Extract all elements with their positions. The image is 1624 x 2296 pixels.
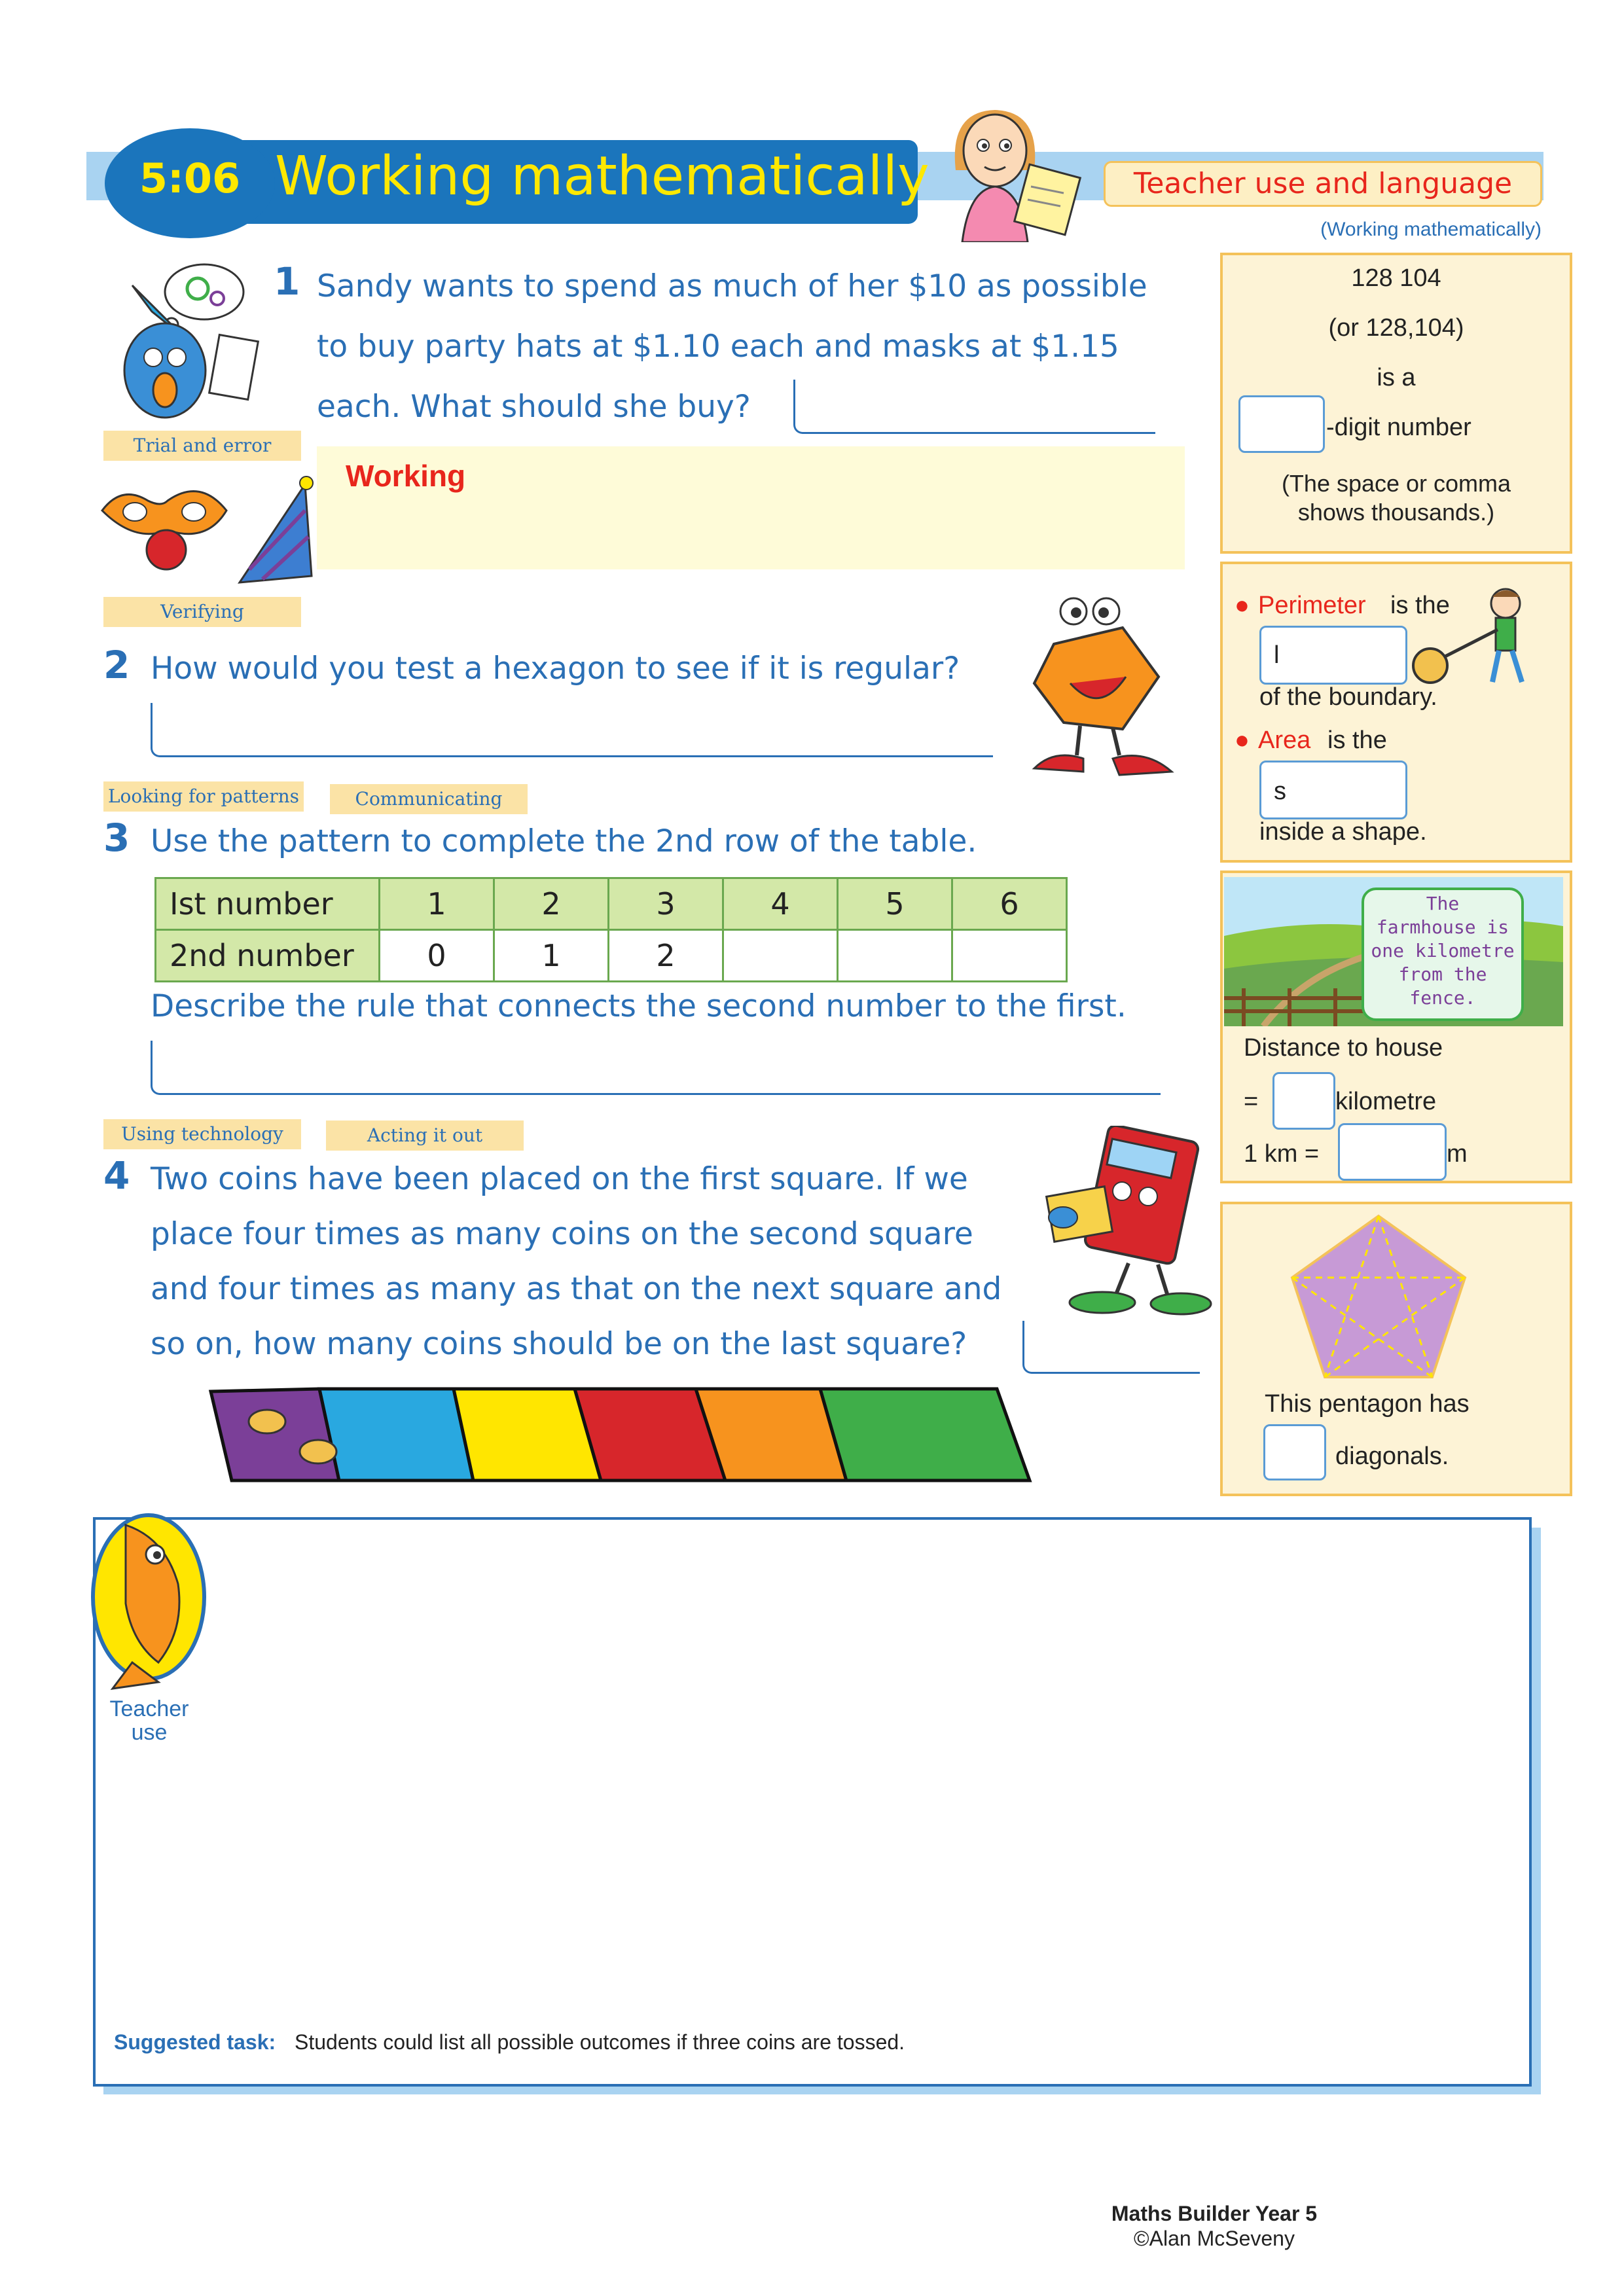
q1-line-1: Sandy wants to spend as much of her $10 as possible bbox=[317, 268, 1147, 304]
q3-number: 3 bbox=[103, 816, 130, 860]
q4-number: 4 bbox=[103, 1153, 130, 1198]
q4-line-3: and four times as many as that on the next square and bbox=[151, 1271, 1002, 1307]
side1-number: 128 104 bbox=[1351, 264, 1441, 292]
q2-number: 2 bbox=[103, 643, 130, 687]
q3-text: Use the pattern to complete the 2nd row of the table. bbox=[151, 823, 977, 859]
side1-digit-answer-box[interactable] bbox=[1238, 395, 1325, 453]
table-cell: 2 bbox=[494, 878, 609, 930]
metres-answer-box[interactable] bbox=[1338, 1123, 1447, 1181]
tag-looking-for-patterns: Looking for patterns bbox=[103, 781, 304, 812]
perimeter-answer-box[interactable] bbox=[1259, 626, 1407, 685]
tag-acting-it-out: Acting it out bbox=[326, 1121, 524, 1151]
q1-line-2: to buy party hats at $1.10 each and masks at $1.15 bbox=[317, 329, 1119, 365]
perimeter-word: Perimeter bbox=[1258, 592, 1366, 619]
area-is-the: is the bbox=[1327, 726, 1387, 754]
page-title: Working mathematically bbox=[275, 145, 929, 207]
km-equals-label: 1 km = bbox=[1244, 1140, 1320, 1168]
teacher-use-label-2: use bbox=[131, 1720, 168, 1745]
table-cell: 4 bbox=[723, 878, 838, 930]
q1-line-3: each. What should she buy? bbox=[317, 389, 751, 425]
girl-with-notepad-illustration bbox=[929, 98, 1087, 242]
kilometre-label: kilometre bbox=[1335, 1088, 1437, 1115]
pentagon-text-2: diagonals. bbox=[1335, 1443, 1449, 1470]
calculator-character-illustration bbox=[1037, 1126, 1214, 1316]
footer-author: ©Alan McSeveny bbox=[1134, 2227, 1295, 2250]
coin-squares-strip bbox=[208, 1382, 1033, 1487]
teacher-use-badge: Teacher use and language bbox=[1104, 161, 1542, 207]
mask-and-party-hat-illustration bbox=[96, 471, 318, 596]
side1-alt: (or 128,104) bbox=[1328, 314, 1464, 342]
area-bullet: ● bbox=[1235, 726, 1250, 754]
bubble-line-5: fence. bbox=[1409, 987, 1476, 1009]
teacher-use-area[interactable] bbox=[93, 1517, 1532, 2087]
table-cell: 5 bbox=[838, 878, 952, 930]
footer-book-title: Maths Builder Year 5 bbox=[1111, 2202, 1318, 2225]
table-row bbox=[156, 878, 1067, 930]
bubble-line-3: one kilometre bbox=[1371, 940, 1515, 961]
q4-line-2: place four times as many coins on the second square bbox=[151, 1216, 973, 1252]
tag-verifying: Verifying bbox=[103, 597, 301, 627]
table-answer-cell[interactable] bbox=[952, 930, 1067, 982]
header-code: 5:06 bbox=[139, 154, 241, 202]
table-row bbox=[156, 930, 1067, 982]
side1-note-2: shows thousands.) bbox=[1297, 499, 1495, 526]
tag-communicating: Communicating bbox=[330, 784, 528, 814]
q4-answer-field[interactable] bbox=[1022, 1321, 1200, 1374]
pentagon-diagram bbox=[1287, 1212, 1470, 1382]
perimeter-is-the: is the bbox=[1390, 592, 1450, 619]
bubble-line-4: from the bbox=[1398, 963, 1487, 985]
distance-equals: = bbox=[1244, 1088, 1259, 1115]
table-cell: 2 bbox=[609, 930, 723, 982]
distance-answer-box[interactable] bbox=[1272, 1072, 1335, 1130]
thinking-character-illustration bbox=[93, 259, 270, 429]
coin-icon bbox=[249, 1410, 285, 1433]
header-subtitle: (Working mathematically) bbox=[1320, 219, 1542, 240]
q3-describe-text: Describe the rule that connects the second number to the first. bbox=[151, 988, 1127, 1024]
strip-square-2 bbox=[319, 1389, 473, 1480]
table-header-cell: 2nd number bbox=[156, 930, 380, 982]
table-cell: 6 bbox=[952, 878, 1067, 930]
area-box-hint: s bbox=[1274, 778, 1286, 805]
bubble-line-1: The bbox=[1426, 893, 1460, 914]
perimeter-boundary-text: of the boundary. bbox=[1259, 683, 1437, 711]
q2-text: How would you test a hexagon to see if it is regular? bbox=[151, 651, 960, 687]
table-header-cell: Ist number bbox=[156, 878, 380, 930]
table-cell: 1 bbox=[494, 930, 609, 982]
q2-answer-field[interactable] bbox=[151, 703, 993, 757]
side1-digit-label: -digit number bbox=[1326, 414, 1471, 441]
tag-trial-and-error: Trial and error bbox=[103, 431, 301, 461]
perimeter-box-hint: l bbox=[1274, 641, 1280, 669]
area-inside-text: inside a shape. bbox=[1259, 818, 1427, 846]
q4-line-1: Two coins have been placed on the first square. If we bbox=[151, 1161, 968, 1197]
pattern-table bbox=[154, 877, 1068, 982]
table-answer-cell[interactable] bbox=[723, 930, 838, 982]
q1-number: 1 bbox=[274, 259, 300, 304]
teacher-use-label-1: Teacher bbox=[109, 1696, 189, 1721]
q3-answer-field[interactable] bbox=[151, 1041, 1161, 1095]
diagonals-answer-box[interactable] bbox=[1263, 1424, 1326, 1480]
table-cell: 1 bbox=[380, 878, 494, 930]
strip-square-1 bbox=[211, 1389, 339, 1480]
q1-working-label: Working bbox=[346, 459, 466, 493]
q4-line-4: so on, how many coins should be on the last square? bbox=[151, 1326, 967, 1362]
hexagon-character-illustration bbox=[1008, 592, 1204, 788]
pentagon-text-1: This pentagon has bbox=[1265, 1390, 1470, 1418]
distance-label: Distance to house bbox=[1244, 1034, 1443, 1062]
side1-note-1: (The space or comma bbox=[1281, 470, 1511, 497]
bubble-line-2: farmhouse is bbox=[1376, 916, 1509, 938]
boy-with-measuring-wheel-illustration bbox=[1407, 584, 1538, 689]
metres-label: m bbox=[1447, 1140, 1468, 1168]
strip-square-6 bbox=[820, 1389, 1030, 1480]
side1-is-a: is a bbox=[1377, 364, 1416, 391]
table-cell: 3 bbox=[609, 878, 723, 930]
coin-icon bbox=[300, 1440, 336, 1463]
perimeter-bullet: ● bbox=[1235, 592, 1250, 619]
table-cell: 0 bbox=[380, 930, 494, 982]
area-word: Area bbox=[1258, 726, 1311, 754]
table-answer-cell[interactable] bbox=[838, 930, 952, 982]
tag-using-technology: Using technology bbox=[103, 1119, 301, 1149]
q1-answer-field[interactable] bbox=[793, 380, 1155, 434]
fish-character-illustration bbox=[86, 1499, 217, 1695]
suggested-task-label: Suggested task: bbox=[114, 2030, 276, 2054]
suggested-task-text: Students could list all possible outcomes if three coins are tossed. bbox=[295, 2030, 905, 2054]
